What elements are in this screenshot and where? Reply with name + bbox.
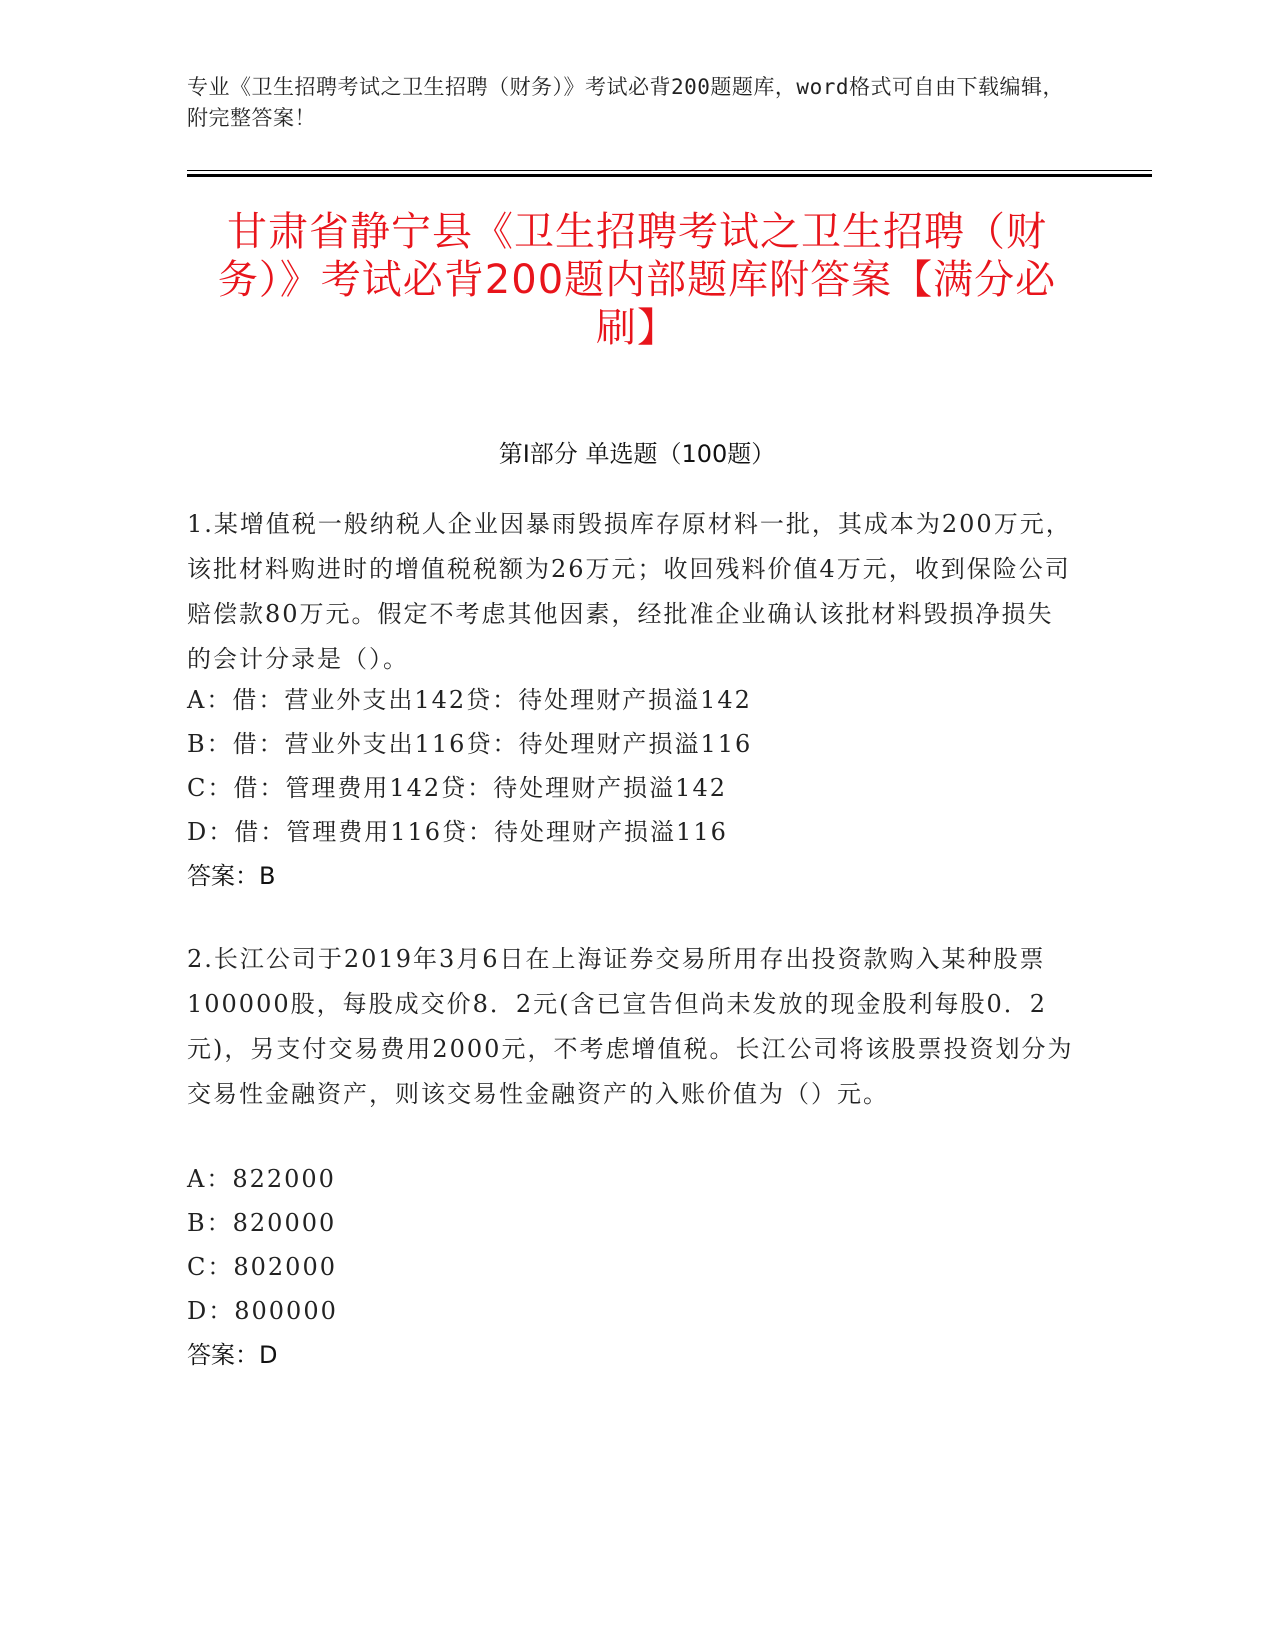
question-1-option-c: C：借：管理费用142贷：待处理财产损溢142 [187,774,727,802]
document-title: 甘肃省静宁县《卫生招聘考试之卫生招聘（财务）》考试必背200题内部题库附答案【满分必刷】 [217,209,1057,351]
question-2-option-a: A：822000 [187,1165,336,1193]
question-2-option-d: D：800000 [187,1297,338,1325]
header-rule-top [187,170,1152,171]
question-1-answer: 答案：B [187,862,276,890]
question-2-text: 2.长江公司于2019年3月6日在上海证券交易所用存出投资款购入某种股票100000股，每股成交价8．2元(含已宣告但尚未发放的现金股利每股0．2元)，另支付交易费用2000元，不考虑增值税。长江公司将该股票投资划分为交易性金融资产，则该交易性金融资产的入账价值为（）元。 [187,945,1074,1108]
question-2-option-b: B：820000 [187,1209,337,1237]
question-1-option-d: D：借：管理费用116贷：待处理财产损溢116 [187,818,728,846]
header-rule-bottom [187,174,1152,177]
question-2-option-c: C：802000 [187,1253,337,1281]
question-2-answer: 答案：D [187,1341,278,1369]
section-heading: 第I部分 单选题（100题） [498,440,776,468]
question-1-text: 1.某增值税一般纳税人企业因暴雨毁损库存原材料一批，其成本为200万元，该批材料购进时的增值税税额为26万元；收回残料价值4万元，收到保险公司赔偿款80万元。假定不考虑其他因素，经批准企业确认该批材料毁损净损失的会计分录是（）。 [187,510,1072,673]
question-1-option-a: A：借：营业外支出142贷：待处理财产损溢142 [187,686,752,714]
question-1-option-b: B：借：营业外支出116贷：待处理财产损溢116 [187,730,753,758]
header-note: 专业《卫生招聘考试之卫生招聘（财务）》考试必背200题题库，word格式可自由下载编辑，附完整答案！ [187,75,1064,130]
